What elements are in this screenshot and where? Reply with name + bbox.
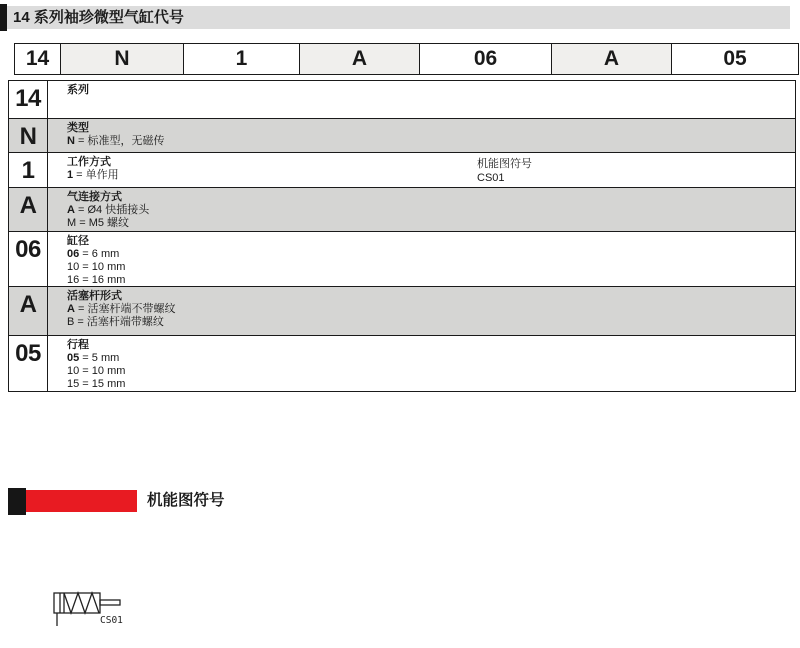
option-line: A = Ø4 快插接头 <box>67 204 150 216</box>
cylinder-symbol <box>40 582 140 632</box>
function-symbol-note-title: 机能图符号 <box>477 158 532 170</box>
option-line: N = 标准型，无磁传 <box>67 135 165 147</box>
row-code: N <box>19 123 37 150</box>
model-code-cell: A <box>551 44 671 74</box>
row-label: 缸径 <box>67 235 89 247</box>
table-row <box>9 152 795 187</box>
row-label: 类型 <box>67 122 89 134</box>
row-code: 1 <box>21 157 35 184</box>
row-code: 05 <box>15 340 41 367</box>
row-label: 气连接方式 <box>67 191 122 203</box>
table-row <box>9 335 795 391</box>
table-row <box>9 81 795 118</box>
option-line: 1 = 单作用 <box>67 169 119 181</box>
piston-rod <box>100 600 120 605</box>
row-code: 14 <box>15 85 41 112</box>
row-label: 系列 <box>67 84 89 96</box>
option-line: 15 = 15 mm <box>67 378 126 390</box>
model-code-row <box>14 43 799 75</box>
option-line: A = 活塞杆端不带螺纹 <box>67 303 176 315</box>
option-line: M = M5 螺纹 <box>67 217 130 229</box>
table-row <box>9 187 795 231</box>
option-line: 05 = 5 mm <box>67 352 120 364</box>
cylinder-symbol-label: CS01 <box>100 615 123 626</box>
row-label: 工作方式 <box>67 156 111 168</box>
black-accent-tab <box>8 488 26 515</box>
spring-zigzag <box>64 593 99 613</box>
model-code-cell: N <box>60 44 183 74</box>
table-row <box>9 231 795 286</box>
red-accent-bar <box>26 490 137 512</box>
row-code: A <box>19 291 37 318</box>
option-line: 06 = 6 mm <box>67 248 120 260</box>
row-code: 06 <box>15 236 41 263</box>
model-code-cell: 06 <box>419 44 551 74</box>
title-accent-tab <box>0 4 7 31</box>
option-line: 16 = 16 mm <box>67 274 126 286</box>
row-label: 活塞杆形式 <box>67 290 122 302</box>
page-title: 14 系列袖珍微型气缸代号 <box>13 9 184 26</box>
model-code-cell: A <box>299 44 419 74</box>
function-symbol-note <box>477 157 532 185</box>
model-code-cell: 1 <box>183 44 299 74</box>
model-code-cell: 14 <box>15 44 60 74</box>
row-code: A <box>19 192 37 219</box>
table-row <box>9 118 795 152</box>
row-label: 行程 <box>67 339 89 351</box>
model-code-cell: 05 <box>671 44 798 74</box>
option-line: 10 = 10 mm <box>67 261 126 273</box>
option-line: 10 = 10 mm <box>67 365 126 377</box>
section-heading: 机能图符号 <box>147 492 225 509</box>
function-symbol-note-value: CS01 <box>477 172 505 184</box>
option-line: B = 活塞杆端带螺纹 <box>67 316 164 328</box>
code-breakdown-table <box>8 80 796 392</box>
table-row <box>9 286 795 335</box>
